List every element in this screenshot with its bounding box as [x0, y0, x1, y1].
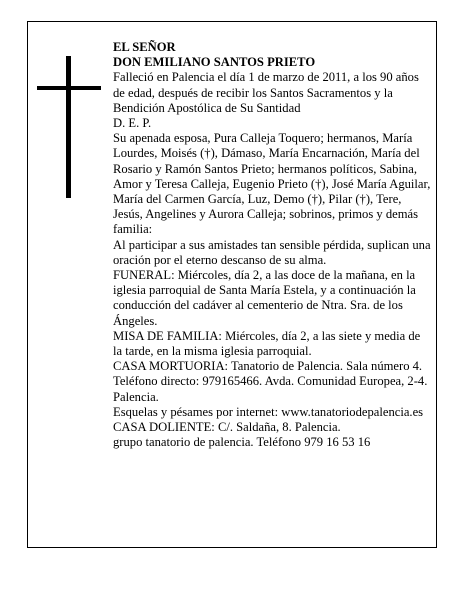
family-mass-paragraph: MISA DE FAMILIA: Miércoles, día 2, a las siete y media de la tarde, en la misma iglesia parroquial.	[113, 328, 421, 359]
home-paragraph: CASA DOLIENTE: C/. Saldaña, 8. Palencia.	[113, 420, 341, 435]
mortuary-paragraph: CASA MORTUORIA: Tanatorio de Palencia. Sala número 4. Teléfono directo: 979165466. Avda. Comunidad Europea, 2-4. Palencia.	[113, 359, 428, 404]
funeral-paragraph: FUNERAL: Miércoles, día 2, a las doce de la mañana, en la iglesia parroquial de Santa María Estela, y a continuación la conducción del cadáver al cementerio de Ntra. Sra. de los Ángeles.	[113, 268, 416, 328]
cross-vertical-bar	[66, 56, 71, 198]
death-paragraph: Falleció en Palencia el día 1 de marzo de 2011, a los 90 años de edad, después de recibir los Santos Sacramentos y la Bendición Apostólica de Su Santidad	[113, 70, 419, 115]
cross-icon	[37, 56, 101, 198]
request-paragraph: Al participar a sus amistades tan sensible pérdida, suplican una oración por el eterno descanso de su alma.	[113, 237, 431, 267]
group-paragraph: grupo tanatorio de palencia. Teléfono 979 16 53 16	[113, 435, 371, 450]
online-paragraph: Esquelas y pésames por internet: www.tanatoriodepalencia.es	[113, 404, 424, 419]
notice-content	[113, 40, 431, 450]
cross-horizontal-bar	[37, 86, 101, 90]
family-paragraph: Su apenada esposa, Pura Calleja Toquero; hermanos, María Lourdes, Moisés (†), Dámaso, María Encarnación, María del Rosario y Ramón Santos Prieto; hermanos políticos, Sabina, Amor y Teresa Calleja, Eugenio Prieto (†), José María Aguilar, María del Carmen García, Luz, Demo (†), Pilar (†), Tere, Jesús, Angelines y Aurora Calleja; sobrinos, primos y demás familia:	[113, 131, 431, 237]
notice-title-name: DON EMILIANO SANTOS PRIETO	[113, 55, 316, 70]
notice-title-line1: EL SEÑOR	[113, 40, 176, 54]
rip-line: D. E. P.	[113, 116, 152, 131]
